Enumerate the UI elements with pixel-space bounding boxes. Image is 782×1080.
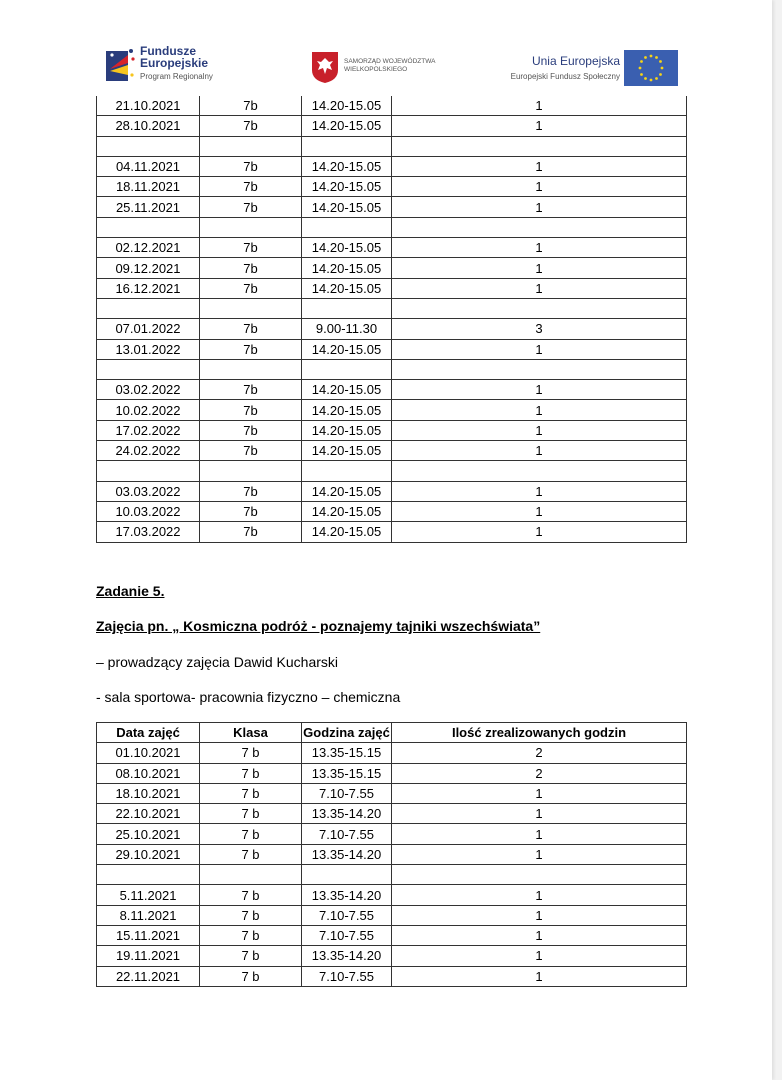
cell-hours: 1 (392, 177, 687, 197)
cell-hours: 2 (392, 763, 687, 783)
cell-hours: 1 (392, 441, 687, 461)
cell-hours (392, 359, 687, 379)
cell-hours: 1 (392, 501, 687, 521)
cell-time: 13.35-14.20 (302, 946, 392, 966)
cell-date: 03.03.2022 (97, 481, 200, 501)
cell-class: 7b (200, 522, 302, 542)
cell-class: 7b (200, 156, 302, 176)
cell-time: 14.20-15.05 (302, 481, 392, 501)
table-row (97, 96, 687, 116)
cell-hours: 1 (392, 420, 687, 440)
cell-date: 10.03.2022 (97, 501, 200, 521)
table-row (97, 885, 687, 905)
cell-hours: 1 (392, 824, 687, 844)
cell-time: 14.20-15.05 (302, 400, 392, 420)
cell-date: 8.11.2021 (97, 905, 200, 925)
cell-time: 13.35-14.20 (302, 885, 392, 905)
cell-time: 13.35-15.15 (302, 763, 392, 783)
cell-hours: 1 (392, 116, 687, 136)
cell-class: 7 b (200, 966, 302, 986)
cell-time: 14.20-15.05 (302, 156, 392, 176)
cell-date (97, 136, 200, 156)
cell-class: 7 b (200, 925, 302, 945)
cell-time: 14.20-15.05 (302, 420, 392, 440)
cell-time: 14.20-15.05 (302, 522, 392, 542)
cell-hours (392, 136, 687, 156)
table-row (97, 966, 687, 986)
header-date: Data zajęć (97, 723, 200, 743)
fundusze-europejskie-logo (106, 45, 226, 89)
eagle-shield-icon (310, 50, 340, 84)
cell-hours (392, 461, 687, 481)
cell-hours: 1 (392, 238, 687, 258)
cell-date: 25.10.2021 (97, 824, 200, 844)
fe-star-logo-icon (106, 45, 136, 85)
eu-flag-icon (624, 50, 678, 86)
table-row (97, 824, 687, 844)
cell-date: 5.11.2021 (97, 885, 200, 905)
cell-class: 7 b (200, 885, 302, 905)
cell-hours: 1 (392, 258, 687, 278)
course-title: Zajęcia pn. „ Kosmiczna podróż - poznajemy tajniki wszechświata” (96, 618, 541, 634)
table-row (97, 844, 687, 864)
ue-subtitle: Europejski Fundusz Społeczny (510, 72, 620, 81)
cell-hours: 1 (392, 783, 687, 803)
ue-title: Unia Europejska (531, 54, 620, 68)
cell-class: 7 b (200, 743, 302, 763)
cell-class: 7 b (200, 804, 302, 824)
cell-hours (392, 298, 687, 318)
cell-date: 25.11.2021 (97, 197, 200, 217)
cell-time: 14.20-15.05 (302, 238, 392, 258)
cell-hours (392, 217, 687, 237)
cell-time (302, 359, 392, 379)
table-row (97, 197, 687, 217)
cell-time: 14.20-15.05 (302, 501, 392, 521)
table-row (97, 359, 687, 379)
cell-time (302, 298, 392, 318)
fe-title-1: Fundusze (140, 44, 196, 58)
cell-time: 9.00-11.30 (302, 319, 392, 339)
fe-text-block (140, 45, 213, 83)
cell-class: 7b (200, 96, 302, 116)
cell-time: 7.10-7.55 (302, 783, 392, 803)
fe-subtitle: Program Regionalny (140, 72, 213, 81)
cell-time: 14.20-15.05 (302, 339, 392, 359)
cell-class: 7 b (200, 824, 302, 844)
fe-title-2: Europejskie (140, 56, 209, 70)
cell-class: 7b (200, 339, 302, 359)
cell-class: 7 b (200, 783, 302, 803)
cell-time: 7.10-7.55 (302, 966, 392, 986)
cell-date: 10.02.2022 (97, 400, 200, 420)
table-row (97, 441, 687, 461)
table-row (97, 804, 687, 824)
cell-time: 13.35-14.20 (302, 844, 392, 864)
schedule-table-continued (96, 96, 687, 543)
cell-date: 29.10.2021 (97, 844, 200, 864)
cell-date (97, 359, 200, 379)
cell-class: 7b (200, 400, 302, 420)
cell-time (302, 136, 392, 156)
table-row (97, 925, 687, 945)
cell-date: 24.02.2022 (97, 441, 200, 461)
cell-date: 22.11.2021 (97, 966, 200, 986)
cell-date: 02.12.2021 (97, 238, 200, 258)
cell-date: 17.02.2022 (97, 420, 200, 440)
cell-hours: 1 (392, 925, 687, 945)
cell-hours (392, 865, 687, 885)
cell-class: 7b (200, 258, 302, 278)
cell-time (302, 217, 392, 237)
cell-hours: 1 (392, 844, 687, 864)
cell-time: 13.35-15.15 (302, 743, 392, 763)
cell-class: 7 b (200, 905, 302, 925)
cell-class: 7 b (200, 844, 302, 864)
table-row (97, 238, 687, 258)
cell-class: 7b (200, 501, 302, 521)
ue-text-block (511, 54, 620, 81)
header-hours: Ilość zrealizowanych godzin (392, 723, 687, 743)
cell-date: 18.11.2021 (97, 177, 200, 197)
cell-class (200, 461, 302, 481)
cell-date (97, 461, 200, 481)
cell-class (200, 298, 302, 318)
cell-time (302, 865, 392, 885)
table-row (97, 905, 687, 925)
cell-hours: 1 (392, 966, 687, 986)
cell-date: 21.10.2021 (97, 96, 200, 116)
table-row (97, 400, 687, 420)
cell-hours: 1 (392, 400, 687, 420)
cell-time (302, 461, 392, 481)
table-row (97, 177, 687, 197)
cell-date (97, 298, 200, 318)
samorzad-line-2: WIELKOPOLSKIEGO (344, 66, 408, 73)
cell-time: 7.10-7.55 (302, 824, 392, 844)
cell-time: 13.35-14.20 (302, 804, 392, 824)
cell-hours: 1 (392, 905, 687, 925)
cell-class: 7 b (200, 763, 302, 783)
table-row (97, 481, 687, 501)
cell-class: 7b (200, 319, 302, 339)
cell-hours: 1 (392, 339, 687, 359)
cell-date: 19.11.2021 (97, 946, 200, 966)
cell-hours: 1 (392, 278, 687, 298)
table-row (97, 783, 687, 803)
table-row (97, 156, 687, 176)
cell-time: 14.20-15.05 (302, 177, 392, 197)
cell-class: 7b (200, 238, 302, 258)
table-row (97, 339, 687, 359)
cell-date (97, 217, 200, 237)
cell-date: 28.10.2021 (97, 116, 200, 136)
cell-date: 15.11.2021 (97, 925, 200, 945)
cell-class: 7b (200, 481, 302, 501)
cell-class: 7b (200, 278, 302, 298)
course-table-body (97, 743, 687, 987)
table-row (97, 522, 687, 542)
table-row (97, 217, 687, 237)
task-heading: Zadanie 5. (96, 583, 165, 599)
cell-class: 7b (200, 177, 302, 197)
cell-time: 14.20-15.05 (302, 197, 392, 217)
table-row (97, 319, 687, 339)
header-class: Klasa (200, 723, 302, 743)
table-row (97, 278, 687, 298)
cell-class (200, 136, 302, 156)
table-row (97, 116, 687, 136)
cell-class (200, 359, 302, 379)
cell-hours: 1 (392, 380, 687, 400)
table-header-row (97, 723, 687, 743)
cell-hours: 1 (392, 885, 687, 905)
cell-time: 7.10-7.55 (302, 905, 392, 925)
cell-hours: 1 (392, 481, 687, 501)
cell-class: 7 b (200, 946, 302, 966)
cell-date: 17.03.2022 (97, 522, 200, 542)
table-row (97, 743, 687, 763)
table-row (97, 865, 687, 885)
cell-time: 14.20-15.05 (302, 96, 392, 116)
table-row (97, 298, 687, 318)
cell-time: 14.20-15.05 (302, 258, 392, 278)
table-row (97, 501, 687, 521)
cell-hours: 1 (392, 156, 687, 176)
cell-class: 7b (200, 420, 302, 440)
teacher-line: – prowadzący zajęcia Dawid Kucharski (96, 654, 338, 670)
cell-date: 01.10.2021 (97, 743, 200, 763)
table-row (97, 258, 687, 278)
cell-hours: 2 (392, 743, 687, 763)
cell-class: 7b (200, 380, 302, 400)
cell-class (200, 865, 302, 885)
unia-europejska-logo (496, 50, 680, 90)
cell-date: 22.10.2021 (97, 804, 200, 824)
logo-header (0, 40, 772, 92)
cell-class: 7b (200, 116, 302, 136)
header-time: Godzina zajęć (302, 723, 392, 743)
cell-hours: 1 (392, 522, 687, 542)
cell-class (200, 217, 302, 237)
cell-date: 13.01.2022 (97, 339, 200, 359)
cell-date: 07.01.2022 (97, 319, 200, 339)
cell-hours: 3 (392, 319, 687, 339)
cell-time: 14.20-15.05 (302, 278, 392, 298)
table-row (97, 946, 687, 966)
cell-hours: 1 (392, 804, 687, 824)
table-row (97, 380, 687, 400)
cell-class: 7b (200, 441, 302, 461)
course-schedule-table (96, 722, 687, 987)
cell-date (97, 865, 200, 885)
schedule-table-body (97, 96, 687, 542)
samorzad-line-1: SAMORZĄD WOJEWÓDZTWA (344, 58, 436, 65)
samorzad-logo (310, 50, 450, 86)
cell-time: 14.20-15.05 (302, 441, 392, 461)
cell-date: 16.12.2021 (97, 278, 200, 298)
cell-class: 7b (200, 197, 302, 217)
cell-hours: 1 (392, 96, 687, 116)
cell-date: 18.10.2021 (97, 783, 200, 803)
cell-time: 14.20-15.05 (302, 380, 392, 400)
cell-time: 14.20-15.05 (302, 116, 392, 136)
cell-date: 08.10.2021 (97, 763, 200, 783)
table-row (97, 461, 687, 481)
room-line: - sala sportowa- pracownia fizyczno – chemiczna (96, 689, 401, 705)
samorzad-text (344, 58, 435, 74)
cell-hours: 1 (392, 197, 687, 217)
table-row (97, 420, 687, 440)
table-row (97, 136, 687, 156)
cell-hours: 1 (392, 946, 687, 966)
table-row (97, 763, 687, 783)
cell-time: 7.10-7.55 (302, 925, 392, 945)
cell-date: 03.02.2022 (97, 380, 200, 400)
cell-date: 04.11.2021 (97, 156, 200, 176)
cell-date: 09.12.2021 (97, 258, 200, 278)
